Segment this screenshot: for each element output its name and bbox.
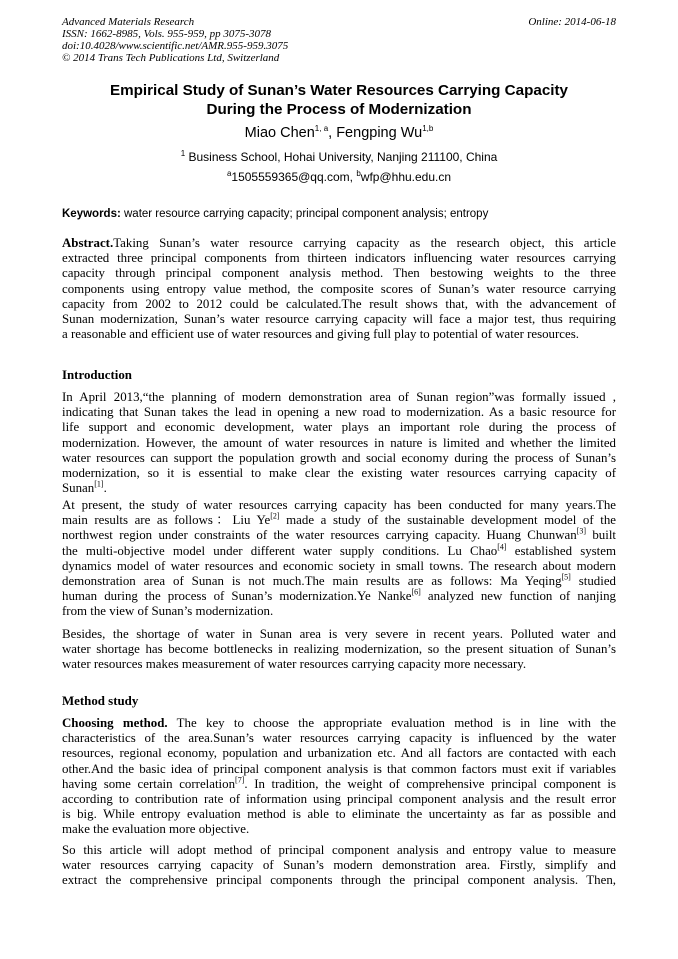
text-line: main results are as follows：Liu Ye[2] made a study of the sustainable development model of the [62,511,616,528]
author-list [62,124,616,142]
method-para-1 [62,716,616,838]
affiliation-text: Business School, Hohai University, Nanjing 211100, China [185,150,498,164]
intro-line: Besides, the shortage of water in Sunan area is very severe in recent years. Polluted water and [62,627,616,641]
text-line: from the view of Sunan’s modernization. [62,604,274,619]
citation-ref[interactable]: [3] [576,527,586,537]
text-line: according to contribution rate of information using principal component analysis and the result error [62,791,616,806]
doi-line[interactable]: doi:10.4028/www.scientific.net/AMR.955-959.3075 [62,40,289,52]
email-b[interactable]: wfp@hhu.edu.cn [360,170,452,184]
citation-ref[interactable]: [4] [497,542,507,552]
method-line: So this article will adopt method of principal component analysis and entropy value to measure [62,843,616,857]
author-2: Fengping Wu [336,125,423,141]
text-line: having some certain correlation[7]. In tradition, the weight of comprehensive principal component is [62,775,617,791]
text-line: make the evaluation more objective. [62,822,250,837]
introduction-para-3 [62,627,616,673]
text-line: characteristics of the area.Sunan’s water resources carrying capacity is influenced by the water [62,731,616,746]
abstract-line: a reasonable and efficient use of water resources and giving full play to potential of water resources. [62,327,579,342]
keywords-text: water resource carrying capacity; principal component analysis; entropy [120,208,489,220]
text-line: resources, regional economy, population and urbanization etc. And all factors are contacted with each [62,746,616,761]
intro-line: water resources makes measurement of water resources carrying capacity more necessary. [62,657,527,672]
email-a[interactable]: 1505559365@qq.com, [231,170,357,184]
affiliation-marker: 1 [180,149,186,158]
method-para-2 [62,843,616,889]
text-line: demonstration area of Sunan is not much.The main results are as follows: Ma Yeqing[5] studied [62,572,616,588]
keywords [62,207,616,221]
abstract [62,236,616,342]
intro-line: water shortage has become bottlenecks in realizing modernization, so the present situation of Sunan’s [62,642,616,657]
text-line: At present, the study of water resources carrying capacity has been conducted for many years.The [62,498,616,512]
keywords-label: Keywords: [62,208,121,220]
citation-ref[interactable]: [2] [270,511,280,521]
copyright-line: © 2014 Trans Tech Publications Ltd, Switzerland [62,52,280,64]
title-line-2: During the Process of Modernization [206,101,472,118]
journal-name: Advanced Materials Research [62,16,195,28]
text-line: dynamics model of water resources and economic society in small towns. The research about modern [62,558,616,573]
abstract-line: capacity from 2002 to 2012 could be calculated.The result shows that, with the advancement of [62,296,616,311]
affiliation [62,150,616,164]
intro-line: Sunan[1]. [62,479,107,496]
intro-line: life support and economic development, water plays an important role during the process of [62,420,616,435]
author-1: Miao Chen [244,125,315,141]
abstract-label: Abstract. [62,236,114,250]
abstract-line: Abstract.Taking Sunan’s water resource carrying capacity as the research object, this article [62,236,616,250]
author-2-affil: 1,b [422,124,434,134]
citation-ref[interactable]: [6] [411,587,421,597]
introduction-para-1 [62,390,616,496]
intro-line: In April 2013,“the planning of modern demonstration area of Sunan region”was formally issued , [62,390,616,404]
abstract-line: components using entropy value method, the composite scores of Sunan’s water resource carrying [62,281,616,296]
text-line: human during the process of Sunan’s modernization.Ye Nanke[6] analyzed new function of nanjing [62,587,616,604]
method-heading: Method study [62,694,139,708]
intro-line: modernization. However, the amount of water resources in nature is limited and whether the limited [62,435,616,450]
text-line: other.And the basic idea of principal component analysis is that common factors must exit if variables [62,761,616,776]
abstract-line: capacity through principal component analysis method. Then bestowing weights to the three [62,266,616,281]
email-a-marker: a [226,169,232,178]
author-emails [62,170,616,184]
introduction-para-2 [62,498,616,620]
issn-line: ISSN: 1662-8985, Vols. 955-959, pp 3075-3078 [62,28,271,40]
citation-ref[interactable]: [1] [94,479,104,489]
paper-title [62,81,616,119]
introduction-heading: Introduction [62,368,132,382]
method-label: Choosing method. [62,716,168,730]
text-line: the multi-objective model under different water supply conditions. Lu Chao[4] established system [62,542,617,558]
intro-line: modernization, so it is essential to make clear the existing water resources carrying capacity of [62,465,616,480]
method-line: extract the comprehensive principal components through the principal component analysis. Then, [62,873,616,888]
abstract-line: Sunan modernization, Sunan’s water resource carrying capacity will face a major test, thus requiring [62,311,616,326]
author-1-affil: 1, a [314,124,329,134]
citation-ref[interactable]: [7] [235,775,245,785]
text-line: is big. While entropy evaluation method is able to eliminate the uncertainty as far as possible and [62,807,616,822]
method-line: water resources carrying capacity of Sunan’s modern demonstration area. Firstly, simplify and [62,858,616,873]
online-date: Online: 2014-06-18 [528,16,616,28]
intro-line: water resources can support the population growth and social economy during the process of Sunan’s [62,450,616,465]
citation-ref[interactable]: [5] [561,572,571,582]
author-separator: , [328,125,337,141]
abstract-line: extracted three principal components from thirteen indicators influencing water resources carrying [62,251,616,266]
email-b-marker: b [356,169,361,178]
journal-header [62,16,288,64]
text-line: Choosing method. The key to choose the appropriate evaluation method is in line with the [62,716,616,730]
intro-line: indicating that Sunan takes the lead in opening a new road to modernization. As a basic resource for [62,405,616,420]
text-line: northwest region under constraints of the water resources carrying capacity. Huang Chunwan[3] built [62,527,616,543]
title-line-1: Empirical Study of Sunan’s Water Resources Carrying Capacity [109,82,568,99]
